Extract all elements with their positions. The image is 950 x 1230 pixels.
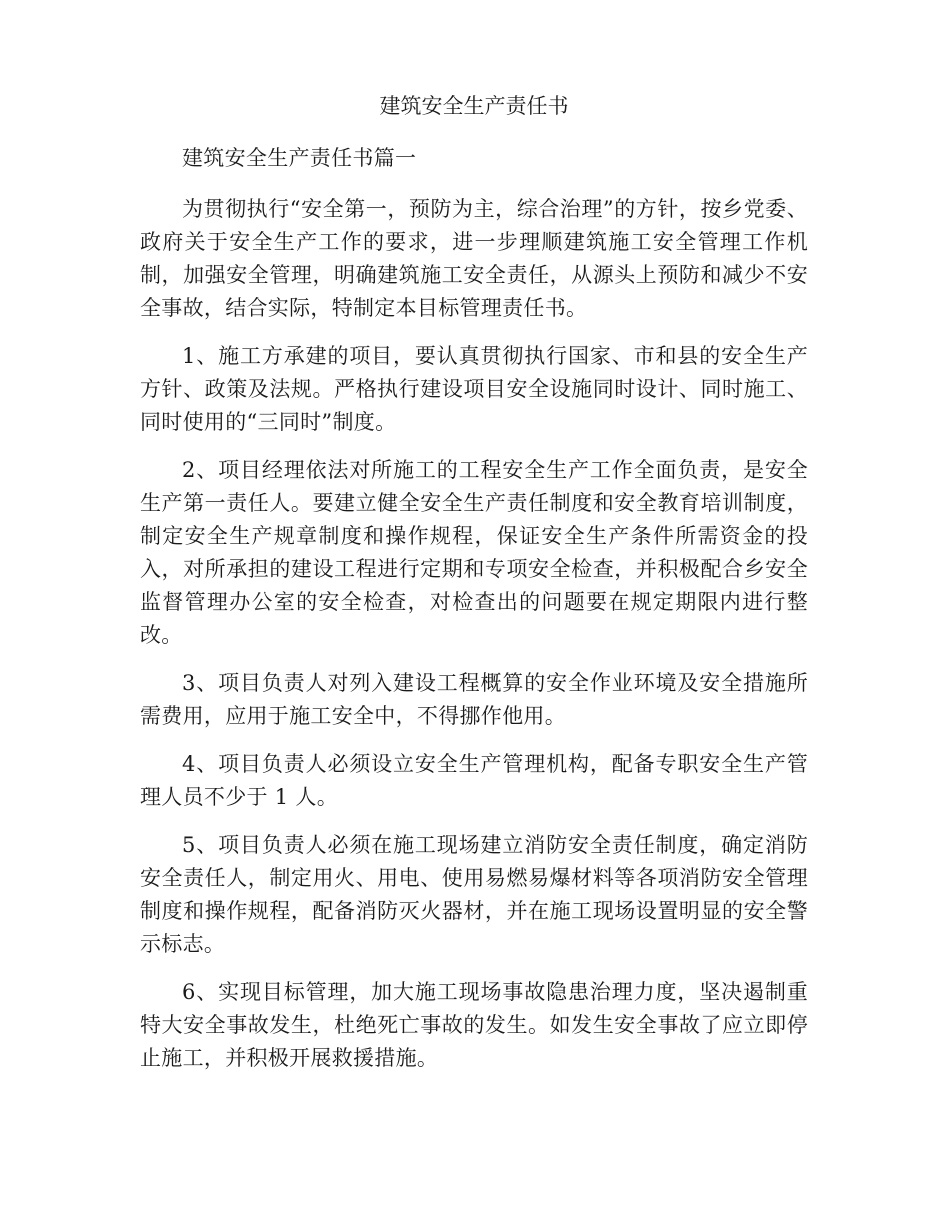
- paragraph-item-3: 3、项目负责人对列入建设工程概算的安全作业环境及安全措施所需费用，应用于施工安全中，不得挪作他用。: [140, 671, 808, 728]
- document-page: [140, 88, 808, 1090]
- paragraph-item-1: 1、施工方承建的项目，要认真贯彻执行国家、市和县的安全生产方针、政策及法规。严格执行建设项目安全设施同时设计、同时施工、同时使用的“三同时”制度。: [140, 344, 808, 434]
- paragraph-item-2: 2、项目经理依法对所施工的工程安全生产工作全面负责，是安全生产第一责任人。要建立健全安全生产责任制度和安全教育培训制度，制定安全生产规章制度和操作规程，保证安全生产条件所需资金的投入，对所承担的建设工程进行定期和专项安全检查，并积极配合乡安全监督管理办公室的安全检查，对检查出的问题要在规定期限内进行整改。: [140, 458, 808, 647]
- paragraph-item-6: 6、实现目标管理，加大施工现场事故隐患治理力度，坚决遏制重特大安全事故发生，杜绝死亡事故的发生。如发生安全事故了应立即停止施工，并积极开展救援措施。: [140, 980, 808, 1070]
- paragraph-intro: 为贯彻执行“安全第一，预防为主，综合治理”的方针，按乡党委、政府关于安全生产工作的要求，进一步理顺建筑施工安全管理工作机制，加强安全管理，明确建筑施工安全责任，从源头上预防和减少不安全事故，结合实际，特制定本目标管理责任书。: [140, 197, 808, 320]
- document-subtitle: 建筑安全生产责任书篇一: [182, 146, 417, 170]
- paragraph-item-5: 5、项目负责人必须在施工现场建立消防安全责任制度，确定消防安全责任人，制定用火、用电、使用易燃易爆材料等各项消防安全管理制度和操作规程，配备消防灭火器材，并在施工现场设置明显的安全警示标志。: [140, 833, 808, 956]
- document-title: 建筑安全生产责任书: [379, 94, 569, 118]
- paragraph-item-4: 4、项目负责人必须设立安全生产管理机构，配备专职安全生产管理人员不少于 1 人。: [140, 752, 808, 809]
